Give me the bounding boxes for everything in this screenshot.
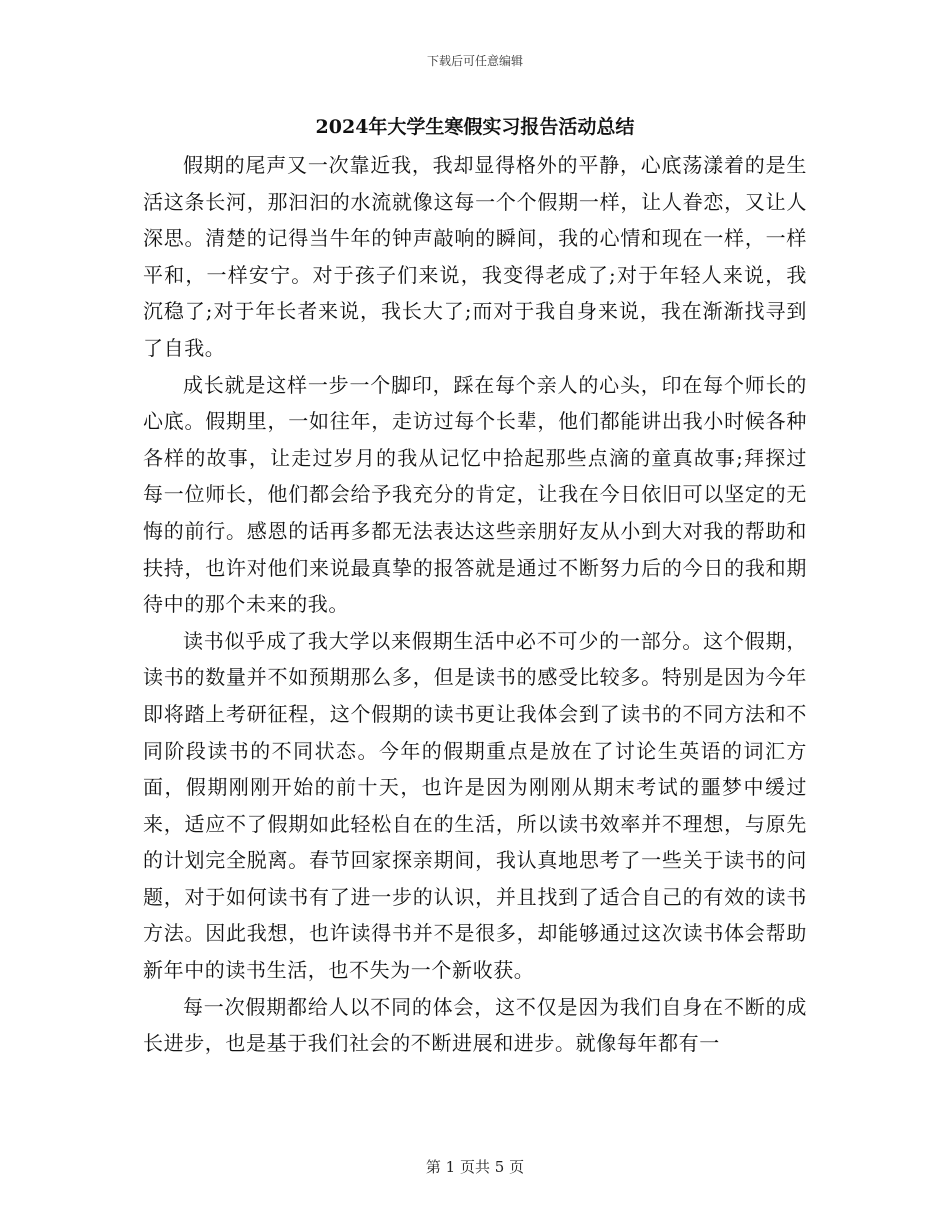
- paragraph-4: 每一次假期都给人以不同的体会，这不仅是因为我们自身在不断的成长进步，也是基于我们社会的不断进展和进步。就像每年都有一: [143, 994, 807, 1056]
- paragraph-1: 假期的尾声又一次靠近我，我却显得格外的平静，心底荡漾着的是生活这条长河，那汩汩的水流就像这每一个个假期一样，让人眷恋，又让人深思。清楚的记得当牛年的钟声敲响的瞬间，我的心情和现在一样，一样平和，一样安宁。对于孩子们来说，我变得老成了;对于年轻人来说，我沉稳了;对于年长者来说，我长大了;而对于我自身来说，我在渐渐找寻到了自我。: [143, 153, 807, 360]
- document-title: 2024年大学生寒假实习报告活动总结: [315, 116, 635, 138]
- page-header-note: 下载后可任意编辑: [426, 54, 523, 68]
- document-body: [143, 147, 807, 1062]
- paragraph-2: 成长就是这样一步一个脚印，踩在每个亲人的心头，印在每个师长的心底。假期里，一如往年，走访过每个长辈，他们都能讲出我小时候各种各样的故事，让走过岁月的我从记忆中拾起那些点滴的童真故事;拜探过每一位师长，他们都会给予我充分的肯定，让我在今日依旧可以坚定的无悔的前行。感恩的话再多都无法表达这些亲朋好友从小到大对我的帮助和扶持，也许对他们来说最真挚的报答就是通过不断努力后的今日的我和期待中的那个未来的我。: [143, 372, 807, 617]
- paragraph-3: 读书似乎成了我大学以来假期生活中必不可少的一部分。这个假期，读书的数量并不如预期那么多，但是读书的感受比较多。特别是因为今年即将踏上考研征程，这个假期的读书更让我体会到了读书的不同方法和不同阶段读书的不同状态。今年的假期重点是放在了讨论生英语的词汇方面，假期刚刚开始的前十天，也许是因为刚刚从期末考试的噩梦中缓过来，适应不了假期如此轻松自在的生活，所以读书效率并不理想，与原先的计划完全脱离。春节回家探亲期间，我认真地思考了一些关于读书的问题，对于如何读书有了进一步的认识，并且找到了适合自己的有效的读书方法。因此我想，也许读得书并不是很多，却能够通过这次读书体会帮助新年中的读书生活，也不失为一个新收获。: [143, 628, 807, 983]
- page-number: 第 1 页共 5 页: [425, 1158, 525, 1176]
